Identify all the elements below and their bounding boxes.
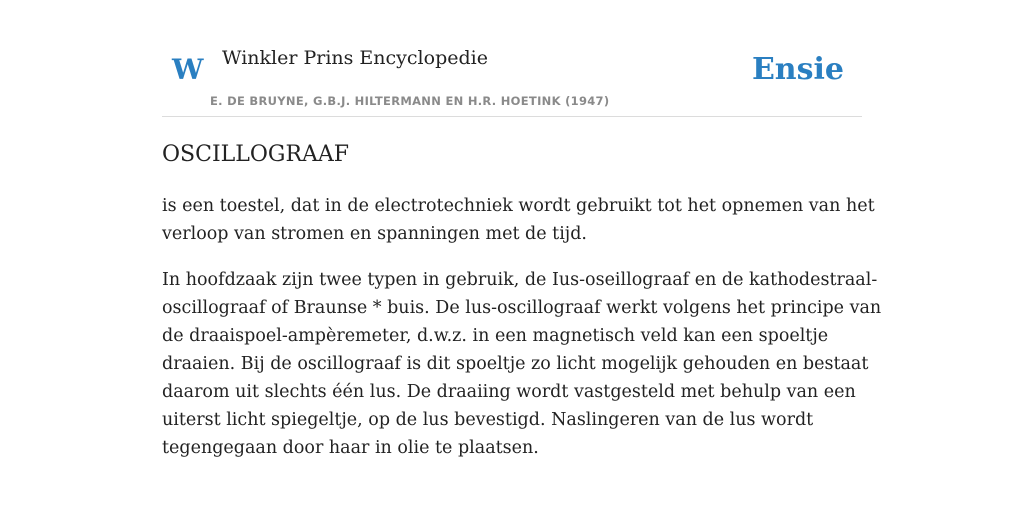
paragraph-line: tegengegaan door haar in olie te plaatsen. [162, 438, 539, 458]
paragraph-line: oscillograaf of Braunse * buis. De lus-oscillograaf werkt volgens het principe van [162, 298, 882, 318]
paragraph-line: is een toestel, dat in de electrotechniek wordt gebruikt tot het opnemen van het [162, 196, 875, 216]
paragraph-line: draaien. Bij de oscillograaf is dit spoeltje zo licht mogelijk gehouden en bestaat [162, 354, 869, 374]
book-authors: E. DE BRUYNE, G.B.J. HILTERMANN EN H.R. HOETINK (1947) [210, 94, 610, 108]
paragraph-line: de draaispoel-ampèremeter, d.w.z. in een magnetisch veld kan een spoeltje [162, 326, 829, 346]
ensie-logo-link[interactable]: Ensie [751, 52, 844, 87]
book-title[interactable]: Winkler Prins Encyclopedie [222, 47, 488, 69]
entry-paragraph-2 [162, 266, 882, 462]
paragraph-line: daarom uit slechts één lus. De draaiing wordt vastgesteld met behulp van een [162, 382, 856, 402]
paragraph-line: In hoofdzaak zijn twee typen in gebruik, de Ius-oseillograaf en de kathodestraal- [162, 270, 878, 290]
paragraph-line: uiterst licht spiegeltje, op de lus bevestigd. Naslingeren van de lus wordt [162, 410, 814, 430]
book-header [162, 0, 862, 117]
page [162, 0, 882, 458]
book-logo[interactable]: W [172, 53, 204, 86]
paragraph-line: verloop van stromen en spanningen met de tijd. [162, 224, 587, 244]
entry-title: OSCILLOGRAAF [162, 142, 350, 167]
entry-paragraph-1 [162, 192, 875, 248]
